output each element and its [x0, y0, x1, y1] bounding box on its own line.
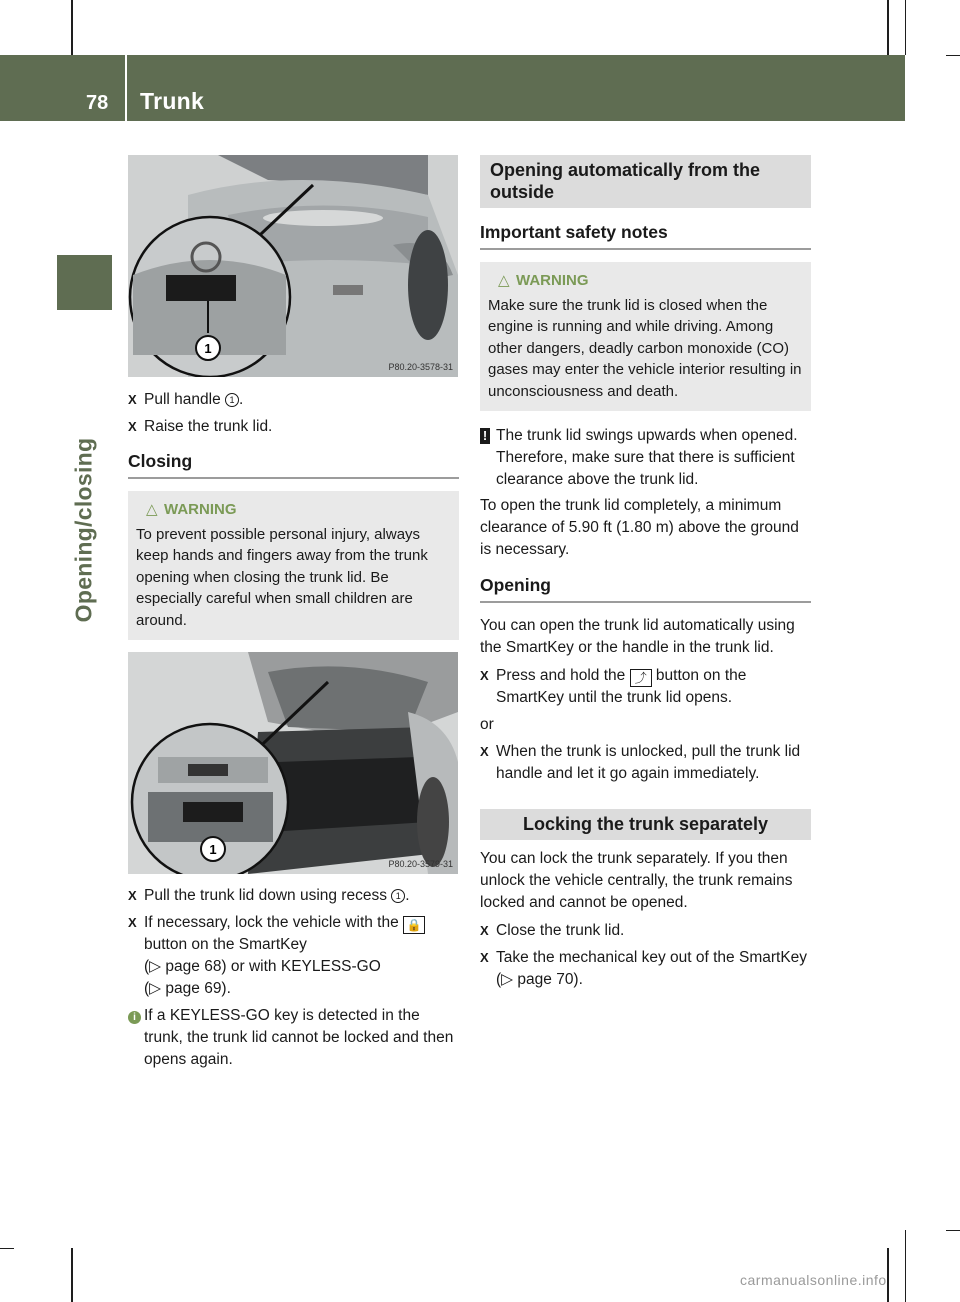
locking-paragraph: You can lock the trunk separately. If you then unlock the vehicle centrally, the trunk remains locked and cannot be opened.	[480, 849, 793, 911]
warning-box: △ WARNING To prevent possible personal injury, always keep hands and fingers away from the trunk opening when closing the trunk lid. Be especially careful when small children are around.	[128, 491, 459, 640]
step-lock-vehicle: X If necessary, lock the vehicle with the 🔒 button on the SmartKey (▷ page 68) or with KEYLESS-GO (▷ page 69).	[128, 912, 459, 1000]
crop-mark	[71, 0, 73, 55]
right-column	[480, 155, 811, 996]
arrow-icon: X	[480, 667, 489, 683]
heading-opening: Opening	[480, 574, 811, 603]
arrow-icon: X	[480, 743, 489, 759]
trunk-button-icon: ⤴	[630, 669, 652, 687]
opening-paragraph: You can open the trunk lid automatically using the SmartKey or the handle in the trunk lid.	[480, 616, 795, 656]
crop-mark	[71, 1248, 73, 1302]
warning-icon: △	[146, 501, 158, 518]
crop-mark	[887, 1248, 889, 1302]
heading-locking: Locking the trunk separately	[480, 809, 811, 840]
step-unlocked-pull: X When the trunk is unlocked, pull the trunk lid handle and let it go again immediately.	[480, 742, 801, 782]
caution-note: ! The trunk lid swings upwards when opened. Therefore, make sure that there is sufficient clearance above the trunk lid.	[480, 425, 811, 491]
callout-ref-icon: 1	[225, 393, 239, 407]
page-ref-icon: ▷	[149, 980, 162, 997]
clearance-paragraph: To open the trunk lid completely, a minimum clearance of 5.90 ft (1.80 m) above the ground is necessary.	[480, 496, 799, 558]
page-title: Trunk	[140, 88, 205, 114]
step-raise-lid: X Raise the trunk lid.	[128, 416, 459, 438]
crop-mark	[887, 0, 889, 55]
arrow-icon: X	[480, 922, 489, 938]
crop-mark	[0, 1248, 14, 1249]
open-trunk-illustration	[128, 652, 458, 874]
watermark: carmanualsonline.info	[740, 1272, 887, 1288]
info-icon: i	[128, 1011, 141, 1024]
section-label: Opening/closing	[70, 437, 97, 623]
step-pull-handle: X Pull handle 1 .	[128, 389, 459, 411]
crop-mark	[905, 1230, 906, 1302]
warning-icon: △	[498, 272, 510, 289]
crop-mark	[946, 55, 960, 56]
left-column-bottom	[128, 885, 459, 1071]
crop-mark	[905, 0, 906, 55]
lock-button-icon: 🔒	[403, 916, 425, 934]
page-ref-icon: ▷	[149, 958, 162, 975]
step-take-key: X Take the mechanical key out of the SmartKey (▷ page 70).	[480, 948, 808, 988]
page-number: 78	[86, 92, 109, 114]
figure-callout: 1	[209, 842, 217, 857]
header-separator	[125, 55, 127, 121]
figure-trunk-open	[128, 652, 458, 874]
header-bar	[0, 55, 905, 121]
figure-trunk-handle	[128, 155, 458, 377]
heading-safety-notes: Important safety notes	[480, 221, 811, 250]
arrow-icon: X	[128, 915, 137, 930]
section-marker	[57, 255, 112, 310]
figure-code: P80.20-3578-31	[388, 362, 453, 372]
callout-ref-icon: 1	[391, 889, 405, 903]
heading-closing: Closing	[128, 450, 459, 479]
heading-open-auto: Opening automatically from the outside	[480, 155, 811, 208]
info-note: i If a KEYLESS-GO key is detected in the trunk, the trunk lid cannot be locked and then opens again.	[128, 1005, 459, 1071]
caution-icon: !	[480, 428, 490, 444]
warning-box: △ WARNING Make sure the trunk lid is closed when the engine is running and while driving. Among other dangers, deadly carbon monoxide (CO) gases may enter the vehicle interior resulting in unconsciousness and death.	[480, 262, 811, 411]
arrow-icon: X	[480, 949, 489, 965]
step-pull-down: X Pull the trunk lid down using recess 1 .	[128, 885, 459, 907]
arrow-icon: X	[128, 419, 137, 434]
or-text: or	[480, 715, 494, 733]
arrow-icon: X	[128, 392, 137, 407]
crop-mark	[946, 1230, 960, 1231]
figure-callout: 1	[204, 341, 212, 356]
page-ref-icon: ▷	[501, 970, 514, 988]
left-column-top	[128, 389, 459, 640]
arrow-icon: X	[128, 888, 137, 903]
step-press-hold: X Press and hold the ⤴ button on the SmartKey until the trunk lid opens.	[480, 666, 747, 706]
step-close-lid: X Close the trunk lid.	[480, 920, 811, 942]
car-rear-illustration	[128, 155, 458, 377]
figure-code: P80.20-3579-31	[388, 859, 453, 869]
